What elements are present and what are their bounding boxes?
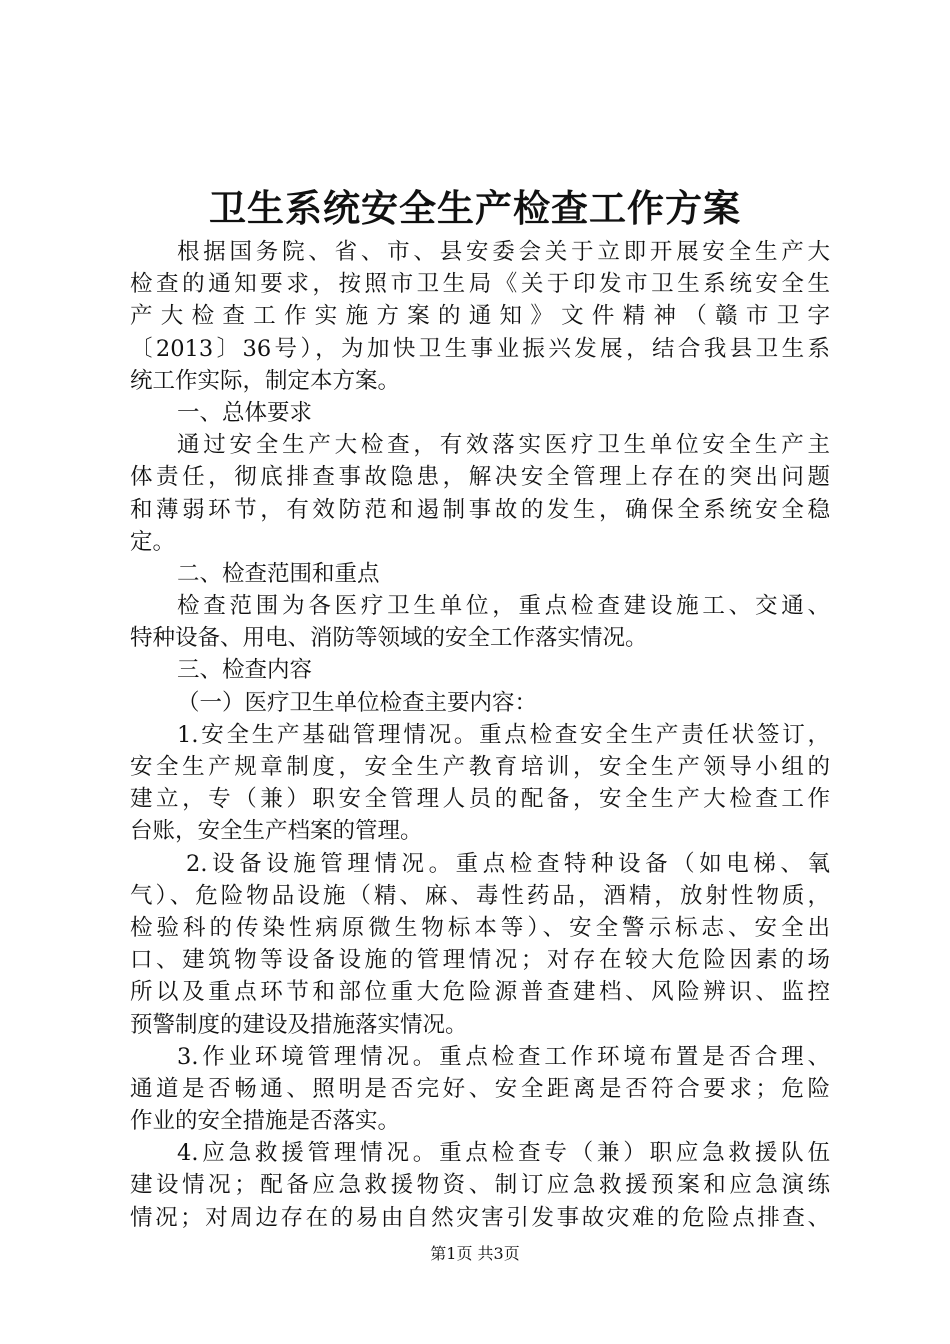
document-body bbox=[130, 236, 830, 1234]
paragraph-line: 作业的安全措施是否落实。 bbox=[130, 1108, 401, 1135]
section-heading: 二、检查范围和重点 bbox=[177, 560, 380, 587]
paragraph-line: 预警制度的建设及措施落实情况。 bbox=[130, 1011, 468, 1038]
section-heading: 三、检查内容 bbox=[177, 657, 313, 684]
paragraph-line: 检查范围为各医疗卫生单位，重点检查建设施工、交通、 bbox=[177, 593, 830, 620]
paragraph-line: 通过安全生产大检查，有效落实医疗卫生单位安全生产主 bbox=[177, 432, 830, 459]
section-heading: 一、总体要求 bbox=[177, 399, 313, 426]
paragraph-line: 体责任，彻底排查事故隐患，解决安全管理上存在的突出问题 bbox=[130, 464, 830, 491]
paragraph-line: 定。 bbox=[130, 528, 176, 555]
paragraph-line: 〔2013〕36号），为加快卫生事业振兴发展，结合我县卫生系 bbox=[130, 335, 830, 362]
page-number: 第1页 共3页 bbox=[430, 1244, 520, 1263]
subsection-heading: （一）医疗卫生单位检查主要内容： bbox=[177, 689, 538, 716]
paragraph-line: 根据国务院、省、市、县安委会关于立即开展安全生产大 bbox=[177, 239, 830, 265]
paragraph-line: 气）、危险物品设施（精、麻、毒性药品，酒精，放射性物质， bbox=[130, 882, 830, 909]
paragraph-line: 4.应急救援管理情况。重点检查专（兼）职应急救援队伍 bbox=[177, 1140, 830, 1167]
paragraph-line: 特种设备、用电、消防等领域的安全工作落实情况。 bbox=[130, 625, 648, 652]
paragraph-line: 所以及重点环节和部位重大危险源普查建档、风险辨识、监控 bbox=[130, 979, 830, 1006]
paragraph-line: 台账，安全生产档案的管理。 bbox=[130, 818, 423, 845]
paragraph-line: 安全生产规章制度，安全生产教育培训，安全生产领导小组的 bbox=[130, 754, 830, 780]
paragraph-line: 情况；对周边存在的易由自然灾害引发事故灾难的危险点排查、 bbox=[130, 1204, 830, 1231]
paragraph-line: 统工作实际，制定本方案。 bbox=[130, 367, 401, 394]
paragraph-line: 建立，专（兼）职安全管理人员的配备，安全生产大检查工作 bbox=[130, 786, 830, 813]
paragraph-line: 2.设备设施管理情况。重点检查特种设备（如电梯、氧 bbox=[186, 850, 830, 877]
paragraph-line: 1.安全生产基础管理情况。重点检查安全生产责任状签订， bbox=[177, 721, 830, 748]
document-title: 卫生系统安全生产检查工作方案 bbox=[209, 186, 741, 230]
paragraph-line: 和薄弱环节，有效防范和遏制事故的发生，确保全系统安全稳 bbox=[130, 496, 830, 523]
paragraph-line: 3.作业环境管理情况。重点检查工作环境布置是否合理、 bbox=[177, 1043, 830, 1070]
paragraph-line: 检查的通知要求，按照市卫生局《关于印发市卫生系统安全生 bbox=[130, 271, 830, 298]
paragraph-line: 产大检查工作实施方案的通知》文件精神（赣市卫字 bbox=[130, 303, 830, 330]
paragraph-line: 通道是否畅通、照明是否完好、安全距离是否符合要求；危险 bbox=[130, 1075, 830, 1102]
paragraph-line: 建设情况；配备应急救援物资、制订应急救援预案和应急演练 bbox=[130, 1172, 830, 1199]
paragraph-line: 口、建筑物等设备设施的管理情况；对存在较大危险因素的场 bbox=[130, 947, 830, 974]
paragraph-line: 检验科的传染性病原微生物标本等）、安全警示标志、安全出 bbox=[130, 914, 830, 941]
